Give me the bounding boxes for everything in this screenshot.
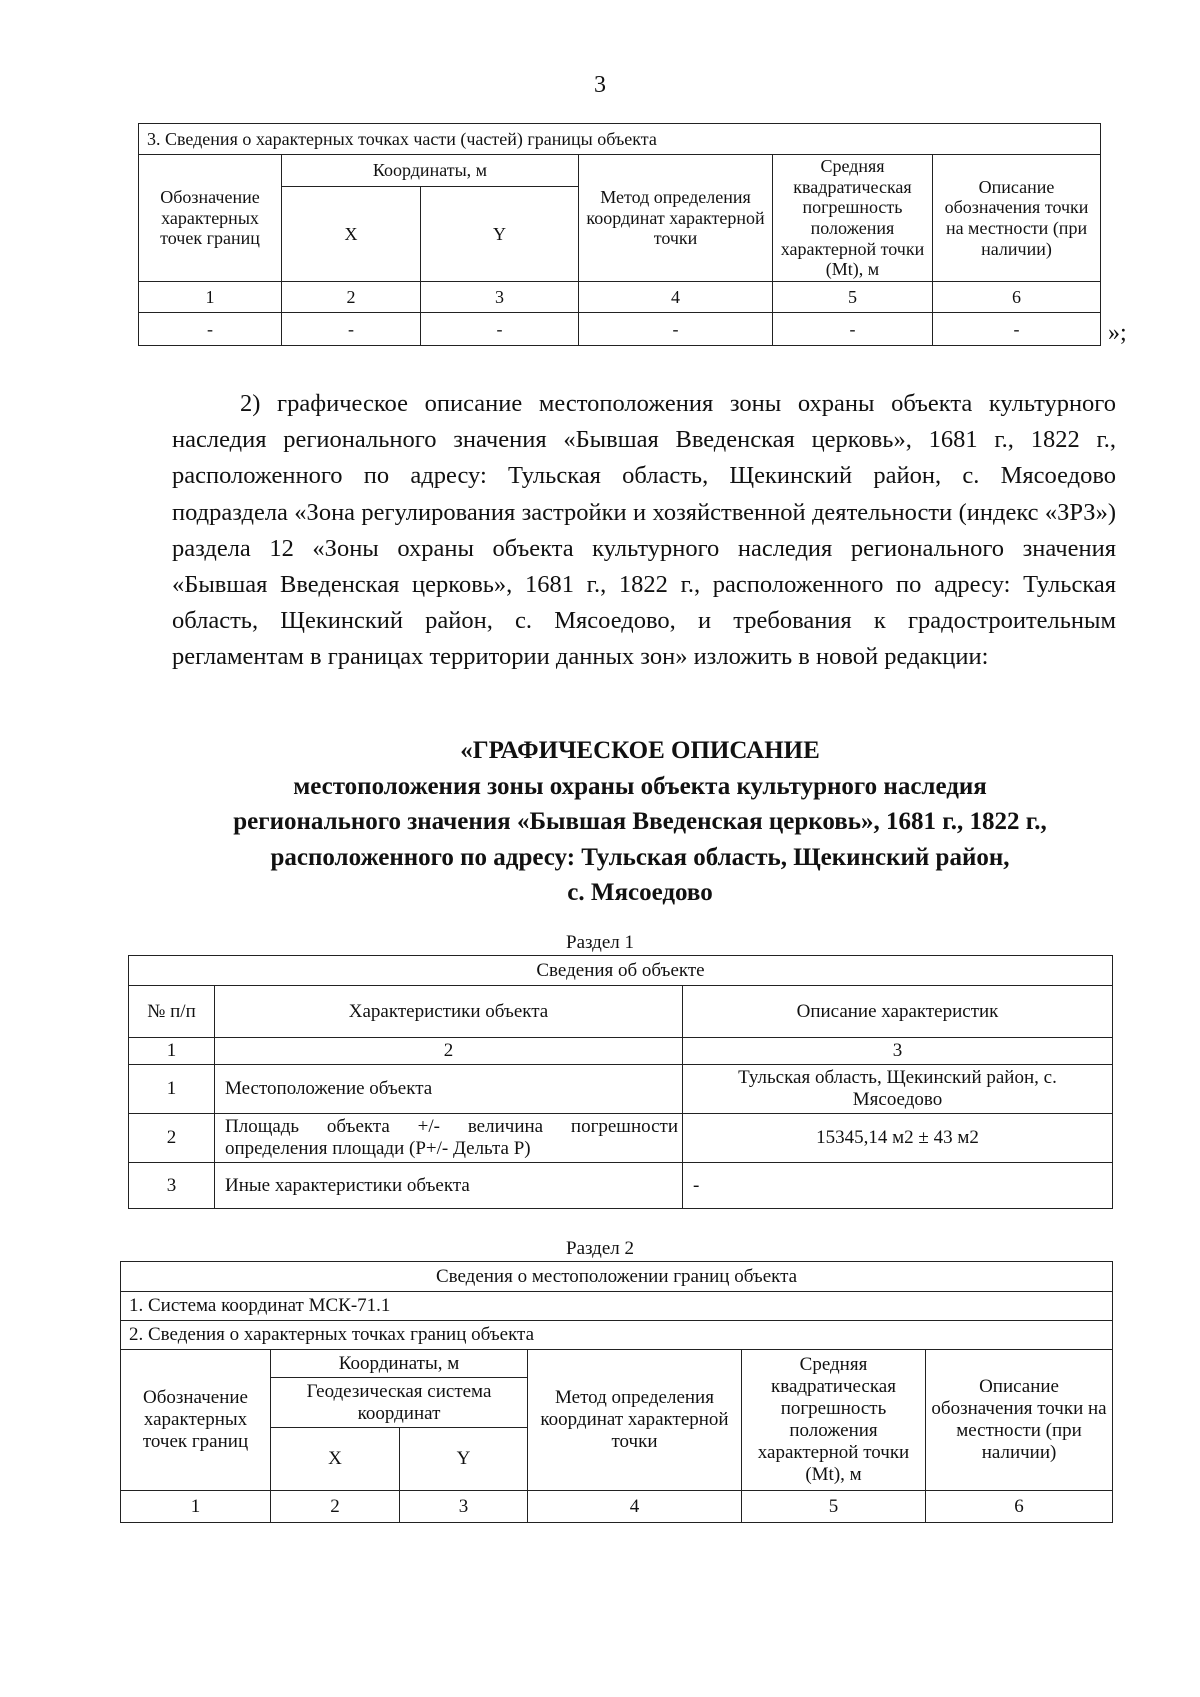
table-cell: - (933, 313, 1101, 346)
table-cell: - (421, 313, 579, 346)
header-y: Y (421, 187, 579, 282)
column-number: 1 (139, 282, 282, 313)
row-number: 1 (129, 1065, 215, 1114)
boundaries-table (120, 1261, 1113, 1523)
header-method: Метод определения координат характерной точки (528, 1350, 742, 1491)
column-number: 6 (933, 282, 1101, 313)
row-number: 3 (129, 1163, 215, 1209)
column-number: 2 (215, 1038, 683, 1065)
header-x: X (271, 1428, 400, 1491)
section2-caption: Раздел 2 (566, 1238, 634, 1259)
table-cell: - (139, 313, 282, 346)
column-number: 1 (121, 1491, 271, 1523)
table-cell: - (282, 313, 421, 346)
column-number: 2 (271, 1491, 400, 1523)
table-cell: - (773, 313, 933, 346)
header-coordinates: Координаты, м (282, 155, 579, 187)
column-number: 3 (683, 1038, 1113, 1065)
header-designation: Обозначение характерных точек границ (121, 1350, 271, 1491)
column-number: 5 (773, 282, 933, 313)
column-number: 5 (742, 1491, 926, 1523)
column-number: 1 (129, 1038, 215, 1065)
heading-line: регионального значения «Бывшая Введенская церковь», 1681 г., 1822 г., (233, 808, 1047, 835)
header-y: Y (400, 1428, 528, 1491)
column-number: 4 (528, 1491, 742, 1523)
column-number: 3 (400, 1491, 528, 1523)
body-paragraph: 2) графическое описание местоположения зоны охраны объекта культурного наследия регионального значения «Бывшая Введенская церковь», 1681 г., 1822 г., расположенного по адресу: Тульская область, Щекинский район, с. Мясоедово подраздела «Зона регулирования застройки и хозяйственной деятельности (индекс «ЗРЗ») раздела 12 «Зоны охраны объекта культурного наследия регионального значения «Бывшая Введенская церковь», 1681 г., 1822 г., расположенного по адресу: Тульская область, Щекинский район, с. Мясоедово, и требования к градостроительным регламентам в границах территории данных зон» изложить в новой редакции: (172, 390, 1116, 671)
header-description: Описание обозначения точки на местности (при наличии) (933, 155, 1101, 282)
heading-line: с. Мясоедово (567, 879, 713, 906)
section2-title: Сведения о местоположении границ объекта (121, 1262, 1113, 1292)
coordinate-system: 1. Система координат МСК-71.1 (121, 1292, 1113, 1321)
header-designation: Обозначение характерных точек границ (139, 155, 282, 282)
row-name: Площадь объекта +/- величина погрешности определения площади (P+/- Дельта P) (215, 1114, 683, 1163)
row-value: - (683, 1163, 1113, 1209)
column-number: 3 (421, 282, 579, 313)
points-part-title: 3. Сведения о характерных точках части (частей) границы объекта (139, 124, 1101, 155)
header-geodesic-system: Геодезическая система координат (271, 1378, 528, 1428)
header-method: Метод определения координат характерной точки (579, 155, 773, 282)
row-name: Иные характеристики объекта (215, 1163, 683, 1209)
points-title: 2. Сведения о характерных точках границ объекта (121, 1321, 1113, 1350)
row-value: Тульская область, Щекинский район, с. Мясоедово (683, 1065, 1113, 1114)
column-number: 2 (282, 282, 421, 313)
header-description: Описание обозначения точки на местности (при наличии) (926, 1350, 1113, 1491)
header-x: X (282, 187, 421, 282)
closing-quote: »; (1108, 320, 1127, 346)
document-heading (160, 733, 1120, 911)
table-cell: - (579, 313, 773, 346)
header-error: Средняя квадратическая погрешность положения характерной точки (Mt), м (773, 155, 933, 282)
header-characteristics: Характеристики объекта (215, 986, 683, 1038)
heading-line: расположенного по адресу: Тульская область, Щекинский район, (270, 843, 1010, 871)
section1-caption: Раздел 1 (566, 932, 634, 953)
header-error: Средняя квадратическая погрешность положения характерной точки (Mt), м (742, 1350, 926, 1491)
row-number: 2 (129, 1114, 215, 1163)
row-value: 15345,14 м2 ± 43 м2 (683, 1114, 1113, 1163)
column-number: 4 (579, 282, 773, 313)
heading-line: «ГРАФИЧЕСКОЕ ОПИСАНИЕ (460, 737, 820, 764)
header-coordinates: Координаты, м (271, 1350, 528, 1378)
header-char-description: Описание характеристик (683, 986, 1113, 1038)
header-num: № п/п (129, 986, 215, 1038)
page-number: 3 (594, 72, 606, 98)
heading-line: местоположения зоны охраны объекта культурного наследия (293, 772, 987, 800)
row-name: Местоположение объекта (215, 1065, 683, 1114)
column-number: 6 (926, 1491, 1113, 1523)
points-part-table (138, 123, 1101, 346)
object-info-table (128, 955, 1113, 1209)
section1-title: Сведения об объекте (129, 956, 1113, 986)
